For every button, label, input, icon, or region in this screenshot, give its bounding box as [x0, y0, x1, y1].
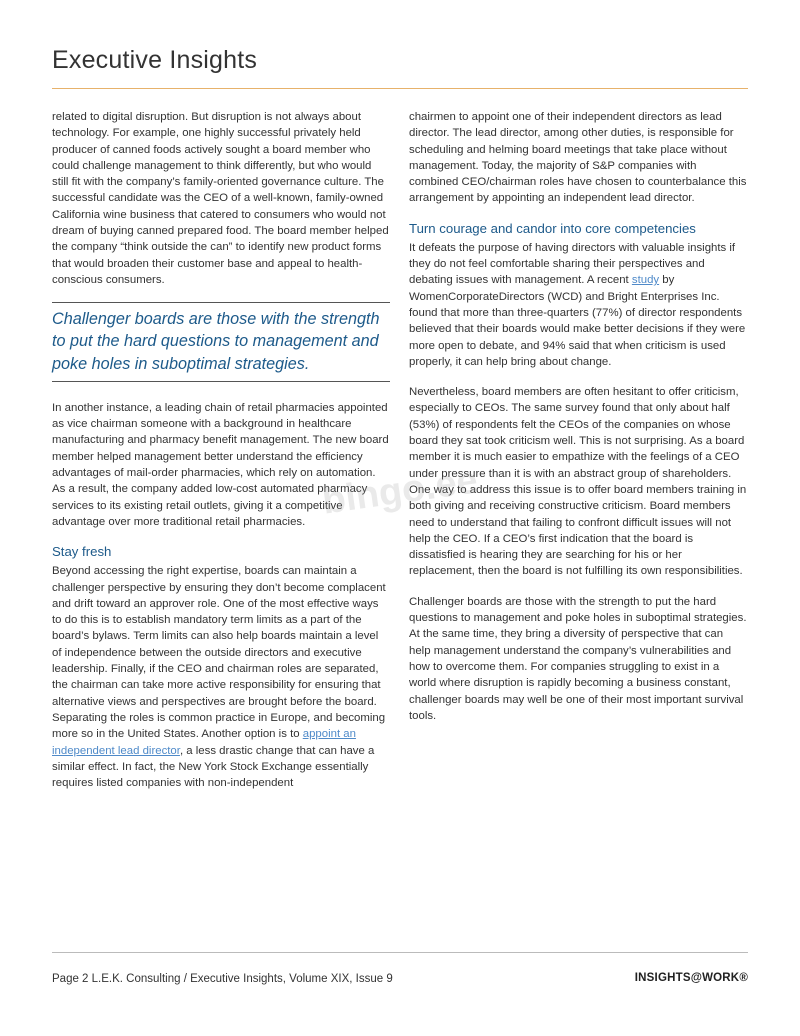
section-heading-stay-fresh: Stay fresh	[52, 544, 112, 560]
watermark: bingo.ee	[319, 459, 481, 523]
left-column	[52, 109, 390, 805]
paragraph: related to digital disruption. But disruption is not always about technology. For example, one highly successful privately held producer of canned foods actively sought a board member who could challenge management to think differently, but who would still fit with the company’s family-oriented governance culture. The successful candidate was the CEO of a well-known, family-owned California wine business that catered to consumers who would not dream of buying canned prepared food. The board member helped the company “think outside the can” to identify new product forms that would broaden their customer base and appeal to health-conscious consumers.	[52, 111, 389, 286]
paragraph: chairmen to appoint one of their independent directors as lead director. The lead director, among other duties, is responsible for scheduling and helming board meetings that take place without management. Today, the majority of S&P companies with combined CEO/chairman roles have chosen to counterbalance this arrangement by appointing an independent lead director.	[409, 111, 747, 205]
paragraph-text: It defeats the purpose of having directors with valuable insights if they do not feel comfortable sharing their perspectives and debating issues with management. A recent	[409, 241, 736, 287]
paragraph-text: by WomenCorporateDirectors (WCD) and Bright Enterprises Inc. found that more than three-quarters (77%) of director respondents believed that their boards would make better decisions if they were more open to debate, and 94% said that when criticism is used properly, it can help bring about change.	[409, 274, 746, 368]
independent-lead-director-link[interactable]: appoint an independent lead director	[52, 728, 356, 757]
header-divider	[52, 88, 748, 89]
pull-quote	[52, 302, 390, 382]
footer-divider	[52, 952, 748, 953]
section-heading-courage-candor: Turn courage and candor into core competencies	[409, 220, 696, 236]
page-title: Executive Insights	[52, 46, 258, 74]
right-column	[409, 109, 747, 738]
study-link[interactable]: study	[631, 274, 660, 287]
paragraph: In another instance, a leading chain of retail pharmacies appointed as vice chairman someone with a background in healthcare manufacturing and pharmacy benefit management. The new board member helped management better understand the efficiency advantages of mail-order pharmacies, which rely on automation. As a result, the company added low-cost automated pharmacy services to its existing retail outlets, giving it a competitive advantage over more traditional retail pharmacies.	[52, 401, 389, 528]
paragraph-text: Beyond accessing the right expertise, boards can maintain a challenger perspective by ensuring they don’t become complacent and drift toward an approver role. One of the most effective ways to do this is to establish mandatory term limits as a part of the board’s bylaws. Term limits can also help boards maintain a level of independence between the outside directors and executive leadership. Finally, if the CEO and chairman roles are separated, the chairman can take more active responsibility for ensuring that alternative views and perspectives are brought before the board. Separating the roles is common practice in Europe, and becoming more so in the United States. Another option is to	[52, 565, 386, 741]
paragraph: Challenger boards are those with the strength to put the hard questions to management and poke holes in suboptimal strategies. At the same time, they bring a diversity of perspective that can help management understand the company’s vulnerabilities and how to overcome them. For companies struggling to exist in a world where disruption is rapidly becoming a business constant, challenger boards may well be one of their most important survival tools.	[409, 595, 747, 722]
pull-quote-text: Challenger boards are those with the strength to put the hard questions to management and poke holes in suboptimal strategies.	[52, 310, 380, 373]
paragraph	[52, 563, 390, 791]
paragraph	[409, 240, 747, 370]
paragraph: Nevertheless, board members are often hesitant to offer criticism, especially to CEOs. The same survey found that only about half (53%) of respondents felt the CEOs of the companies on whose board they sat took criticism well. This is not surprising. As a board member it is much easier to empathize with the feelings of a CEO under pressure than it is with an abstract group of shareholders. One way to address this issue is to offer board members training in both giving and receiving constructive criticism. Board members need to understand that failing to confront difficult issues will not help the CEO. If a CEO’s first indication that the board is dissatisfied is hearing they are searching for his or her replacement, then the board is not fulfilling its own responsibilities.	[409, 386, 747, 578]
footer-brand: INSIGHTS@WORK®	[634, 972, 748, 984]
paragraph-text: , a less drastic change that can have a similar effect. In fact, the New York Stock Exchange essentially requires listed companies with non-independent	[52, 744, 375, 790]
footer-page-info: Page 2 L.E.K. Consulting / Executive Insights, Volume XIX, Issue 9	[52, 973, 393, 985]
